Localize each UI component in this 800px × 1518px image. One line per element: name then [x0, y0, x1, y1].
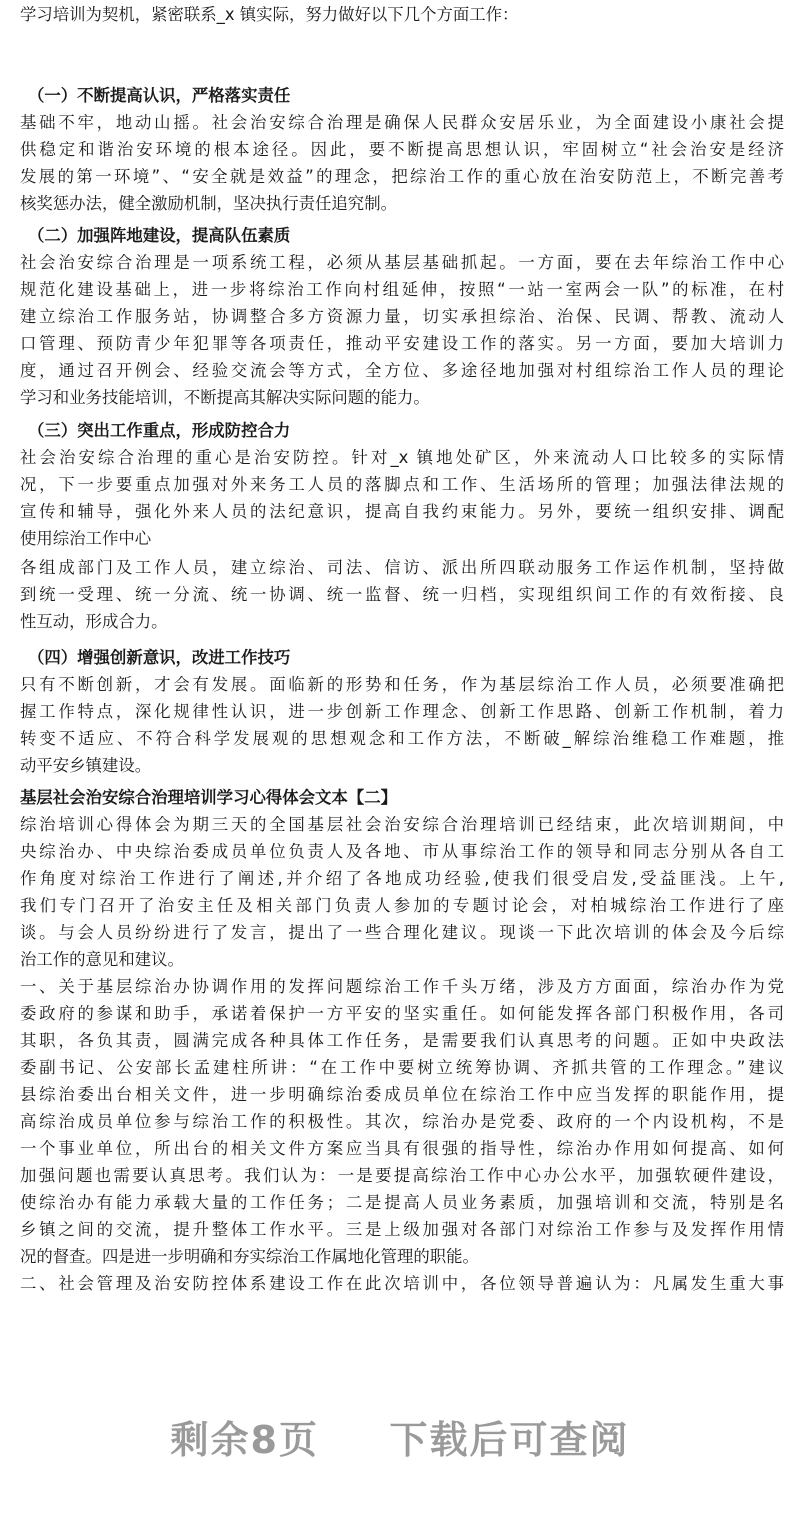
paragraph-line: 综治培训心得体会为期三天的全国基层社会治安综合治理培训已经结束，此次培训期间，中 [20, 815, 784, 834]
paragraph-line: 到统一受理、统一分流、统一协调、统一监督、统一归档，实现组织间工作的有效衔接、良 [20, 585, 784, 604]
paragraph-line: 高综治成员单位参与综治工作的积极性。其次，综治办是党委、政府的一个内设机构，不是 [20, 1112, 784, 1131]
download-hint-text: 下载后可查阅 [389, 1418, 630, 1462]
section-heading-1: （一）不断提高认识，严格落实责任 [28, 86, 291, 105]
paragraph-line: 供稳定和谐治安环境的根本途径。因此，要不断提高思想认识，牢固树立“社会治安是经济 [20, 140, 784, 159]
paragraph-line: 二、社会管理及治安防控体系建设工作在此次培训中，各位领导普遍认为：凡属发生重大事 [20, 1274, 784, 1293]
paragraph-line: 口管理、预防青少年犯罪等各项责任，推动平安建设工作的落实。另一方面，要加大培训力 [20, 334, 784, 353]
section-heading-3: （三）突出工作重点，形成防控合力 [28, 421, 291, 440]
paragraph-line: 度，通过召开例会、经验交流会等方式，全方位、多途径地加强对村组综治工作人员的理论 [20, 361, 784, 380]
paragraph-line: 各组成部门及工作人员，建立综治、司法、信访、派出所四联动服务工作运作机制，坚持做 [20, 558, 784, 577]
paragraph-line: 只有不断创新，才会有发展。面临新的形势和任务，作为基层综治工作人员，必须要准确把 [20, 675, 784, 694]
paragraph-line: 社会治安综合治理是一项系统工程，必须从基层基础抓起。一方面，要在去年综治工作中心 [20, 253, 784, 272]
paragraph-line: 其职，各负其责，圆满完成各种具体工作任务，是需要我们认真思考的问题。正如中央政法 [20, 1031, 784, 1050]
paragraph-line: 一个事业单位，所出台的相关文件方案应当具有很强的指导性，综治办作用如何提高、如何 [20, 1139, 784, 1158]
paragraph-line: 发展的第一环境”、“安全就是效益”的理念，把综治工作的重心放在治安防范上，不断完善考 [20, 167, 784, 186]
paragraph-line: 学习和业务技能培训，不断提高其解决实际问题的能力。 [20, 388, 430, 407]
paragraph-line: 握工作特点，深化规律性认识，进一步创新工作理念、创新工作思路、创新工作机制，着力 [20, 702, 784, 721]
remaining-pages-text: 剩余8页 [170, 1418, 319, 1462]
paragraph-line: 一、关于基层综治办协调作用的发挥问题综治工作千头万绪，涉及方方面面，综治办作为党 [20, 977, 784, 996]
paragraph-line: 转变不适应、不符合科学发展观的思想观念和工作方法，不断破_解综治维稳工作难题，推 [20, 729, 784, 748]
section-heading-4: （四）增强创新意识，改进工作技巧 [28, 648, 291, 667]
paragraph-line: 加强问题也需要认真思考。我们认为：一是要提高综治工作中心办公水平，加强软硬件建设， [20, 1166, 784, 1185]
paragraph-line: 使综治办有能力承载大量的工作任务；二是提高人员业务素质，加强培训和交流，特别是名 [20, 1193, 784, 1212]
download-prompt-banner [0, 1405, 800, 1475]
paragraph-line: 社会治安综合治理的重心是治安防控。针对_x 镇地处矿区，外来流动人口比较多的实际情 [20, 448, 784, 467]
paragraph-line: 央综治办、中央综治委成员单位负责人及各地、市从事综治工作的领导和同志分别从各自工 [20, 842, 784, 861]
article-title: 基层社会治安综合治理培训学习心得体会文本【二】 [20, 788, 397, 807]
paragraph-line: 使用综治工作中心 [20, 529, 152, 548]
paragraph-line: 核奖惩办法，健全激励机制，坚决执行责任追究制。 [20, 194, 397, 213]
paragraph-line: 况的督查。四是进一步明确和夯实综治工作属地化管理的职能。 [20, 1247, 479, 1266]
paragraph-line: 委政府的参谋和助手，承诺着保护一方平安的坚实重任。如何能发挥各部门积极作用，各司 [20, 1004, 784, 1023]
paragraph-line: 基础不牢，地动山摇。社会治安综合治理是确保人民群众安居乐业，为全面建设小康社会提 [20, 113, 784, 132]
paragraph-line: 委副书记、公安部长孟建柱所讲：“在工作中要树立统筹协调、齐抓共管的工作理念。”建议 [20, 1058, 784, 1077]
paragraph-line: 学习培训为契机，紧密联系_x 镇实际，努力做好以下几个方面工作： [20, 5, 519, 24]
section-heading-2: （二）加强阵地建设，提高队伍素质 [28, 226, 291, 245]
paragraph-line: 建立综治工作服务站，协调整合多方资源力量，切实承担综治、治保、民调、帮教、流动人 [20, 307, 784, 326]
paragraph-line: 我们专门召开了治安主任及相关部门负责人参加的专题讨论会，对柏城综治工作进行了座 [20, 896, 784, 915]
paragraph-line: 谈。与会人员纷纷进行了发言，提出了一些合理化建议。现谈一下此次培训的体会及今后综 [20, 923, 784, 942]
paragraph-line: 作角度对综治工作进行了阐述,并介绍了各地成功经验,使我们很受启发,受益匪浅。上午, [20, 869, 784, 888]
paragraph-line: 治工作的意见和建议。 [20, 950, 184, 969]
paragraph-line: 性互动，形成合力。 [20, 612, 168, 631]
paragraph-line: 况，下一步要重点加强对外来务工人员的落脚点和工作、生活场所的管理；加强法律法规的 [20, 475, 784, 494]
paragraph-line: 动平安乡镇建设。 [20, 756, 152, 775]
paragraph-line: 宣传和辅导，强化外来人员的法纪意识，提高自我约束能力。另外，要统一组织安排、调配 [20, 502, 784, 521]
paragraph-line: 乡镇之间的交流，提升整体工作水平。三是上级加强对各部门对综治工作参与及发挥作用情 [20, 1220, 784, 1239]
paragraph-line: 规范化建设基础上，进一步将综治工作向村组延伸，按照“一站一室两会一队”的标准，在村 [20, 280, 784, 299]
paragraph-line: 县综治委出台相关文件，进一步明确综治委成员单位在综治工作中应当发挥的职能作用，提 [20, 1085, 784, 1104]
